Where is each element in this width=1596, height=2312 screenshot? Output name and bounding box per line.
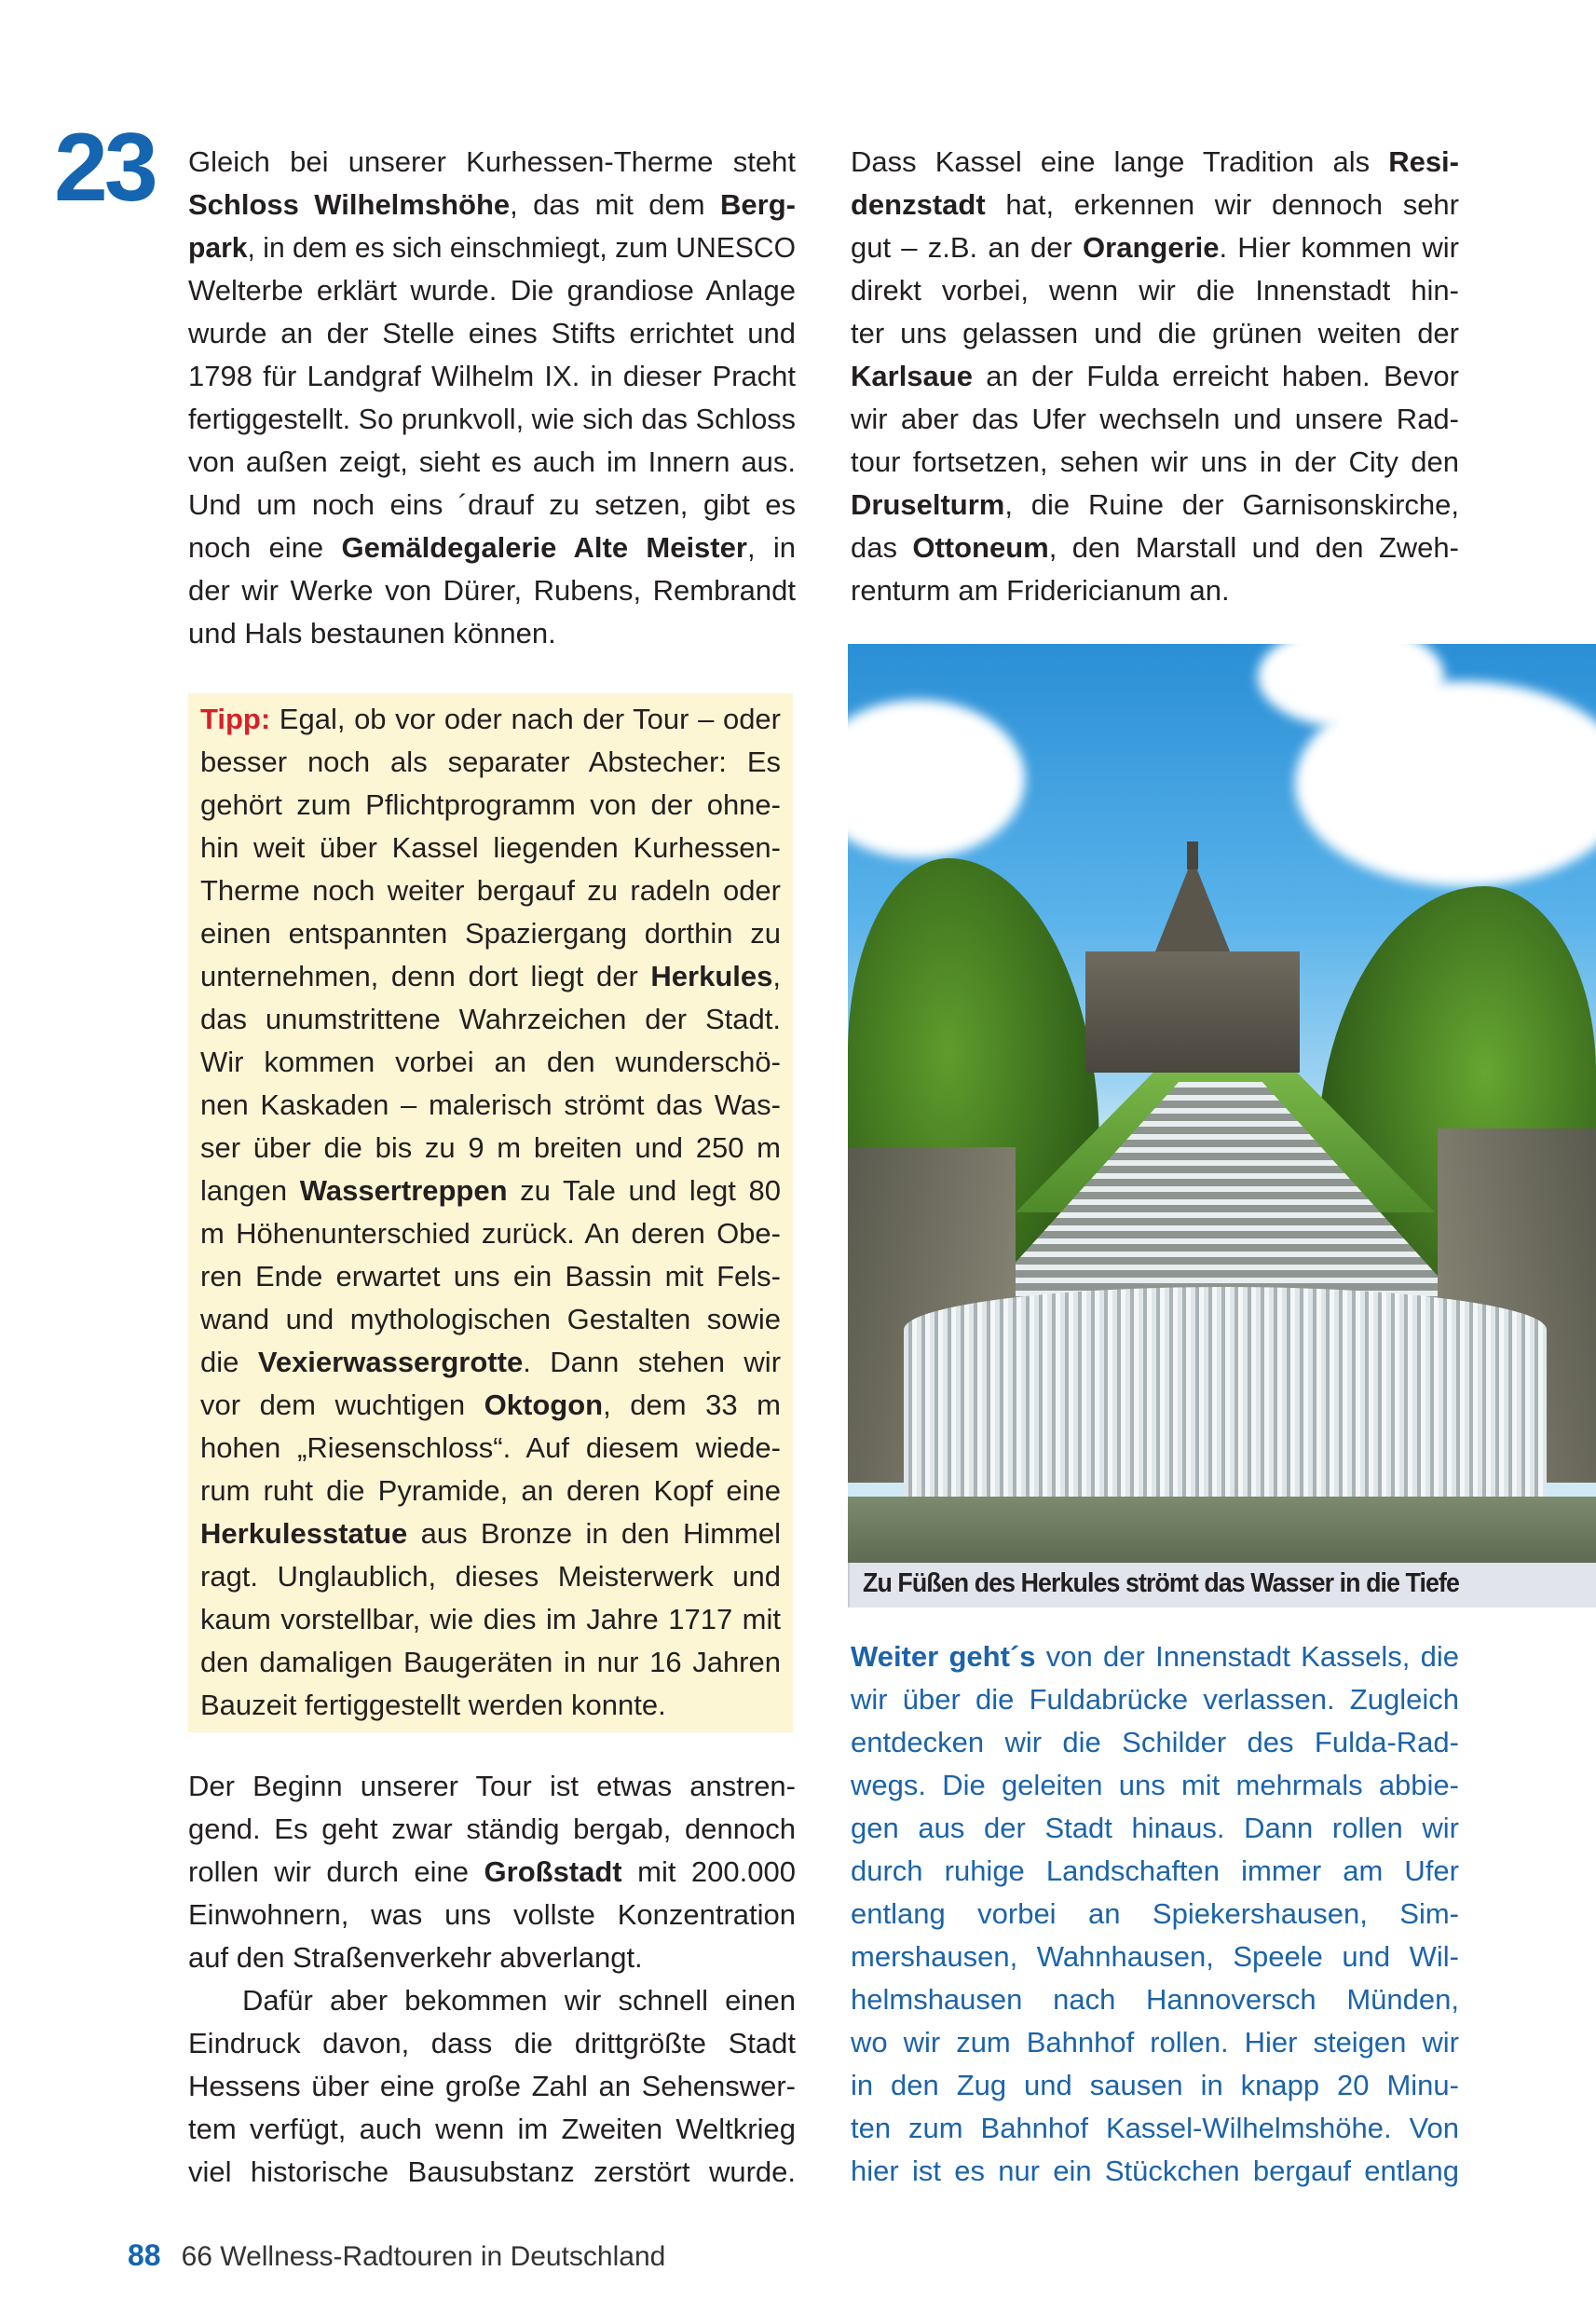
text-run: 1798 für Landgraf Wilhelm IX. in dieser Pracht <box>188 360 796 392</box>
text-run: . Hier kommen wir <box>1219 231 1459 264</box>
text-line <box>851 312 1459 355</box>
book-title: 66 Wellness-Radtouren in Deutschland <box>181 2241 666 2272</box>
text-run: hin weit über Kassel liegenden Kurhessen- <box>200 831 781 864</box>
text-run: wegs. Die geleiten uns mit mehrmals abbie- <box>851 1769 1459 1801</box>
text-run: hat, erkennen wir dennoch sehr <box>985 188 1459 221</box>
text-line <box>851 269 1459 312</box>
sights-paragraph <box>188 1979 796 2194</box>
text-line <box>188 612 796 655</box>
tip-label: Tipp: <box>200 703 271 735</box>
text-run: wir über die Fuldabrücke verlassen. Zugleich <box>851 1683 1459 1716</box>
text-line <box>188 1765 796 1808</box>
text-line <box>200 1084 781 1127</box>
text-run: durch ruhige Landschaften immer am Ufer <box>851 1854 1459 1887</box>
bold-term: Orangerie <box>1083 231 1220 264</box>
text-line <box>200 1170 781 1212</box>
text-run: Welterbe erklärt wurde. Die grandiose Anlage <box>188 274 796 307</box>
text-line <box>200 1598 781 1641</box>
text-line <box>851 1764 1459 1807</box>
text-run: ren Ende erwartet uns ein Bassin mit Fels- <box>200 1260 781 1293</box>
text-line <box>851 2150 1459 2193</box>
text-line <box>188 355 796 398</box>
bold-term: denzstadt <box>851 188 986 221</box>
text-line <box>851 141 1459 184</box>
text-line <box>200 827 781 869</box>
text-line <box>851 1721 1459 1764</box>
text-run: Eindruck davon, dass die drittgrößte Stadt <box>188 2027 796 2059</box>
text-run: das unumstrittene Wahrzeichen der Stadt. <box>200 1003 781 1035</box>
bold-term: Karlsaue <box>851 360 973 392</box>
text-line <box>851 398 1459 441</box>
text-run: tem verfügt, auch wenn im Zweiten Weltkrieg <box>188 2113 796 2145</box>
text-line <box>851 484 1459 527</box>
text-run: Egal, ob vor oder nach der Tour – oder <box>270 703 781 735</box>
text-line <box>851 1678 1459 1721</box>
text-run: mit 200.000 <box>621 1855 796 1888</box>
text-line <box>851 1635 1459 1678</box>
text-run: ser über die bis zu 9 m breiten und 250 m <box>200 1131 781 1164</box>
text-run: Therme noch weiter bergauf zu radeln oder <box>200 874 781 907</box>
text-run: direkt vorbei, wenn wir die Innenstadt hin- <box>851 274 1459 307</box>
text-run: mershausen, Wahnhausen, Speele und Wil- <box>851 1940 1459 1973</box>
text-line <box>851 1936 1459 1978</box>
text-line <box>188 527 796 569</box>
text-line <box>188 2108 796 2151</box>
text-line <box>200 955 781 998</box>
text-run: viel historische Bausubstanz zerstört wurde. <box>188 2155 796 2188</box>
text-line <box>188 2065 796 2108</box>
text-line <box>188 2022 796 2065</box>
page-footer <box>128 2237 665 2276</box>
cascade-waterfall <box>904 1287 1547 1501</box>
text-line <box>188 1979 796 2022</box>
text-run: langen <box>200 1174 300 1207</box>
text-run: von der Innenstadt Kassels, die <box>1035 1640 1459 1673</box>
text-line <box>200 1127 781 1170</box>
bold-term: Großstadt <box>484 1855 622 1888</box>
text-line <box>188 312 796 355</box>
text-run: besser noch als separater Abstecher: Es <box>200 746 781 778</box>
text-run: hohen „Riesenschloss“. Auf diesem wiede- <box>200 1431 781 1464</box>
text-run: , in dem es sich einschmiegt, zum UNESCO <box>247 231 796 264</box>
text-run: tour fortsetzen, sehen wir uns in der City den <box>851 445 1459 478</box>
text-run: Einwohnern, was uns vollste Konzentration <box>188 1898 796 1931</box>
text-run: die <box>200 1346 258 1378</box>
text-line <box>188 1808 796 1851</box>
text-run: nen Kaskaden – malerisch strömt das Was- <box>200 1088 781 1121</box>
text-run: , das mit dem <box>510 188 721 221</box>
text-line <box>200 1684 781 1727</box>
text-run: und Hals bestaunen können. <box>188 617 556 650</box>
text-run: Und um noch eins ´drauf zu setzen, gibt es <box>188 488 796 521</box>
text-line <box>200 1212 781 1255</box>
herkules-statue <box>1187 841 1198 869</box>
text-line <box>851 1850 1459 1893</box>
text-line <box>851 2107 1459 2150</box>
text-run: Der Beginn unserer Tour ist etwas anstren- <box>188 1770 796 1802</box>
text-line <box>188 2151 796 2194</box>
text-run: hier ist es nur ein Stückchen bergauf entlang <box>851 2155 1459 2187</box>
text-run: wo wir zum Bahnhof rollen. Hier steigen wir <box>851 2026 1459 2059</box>
chapter-number: 23 <box>54 114 155 222</box>
text-line <box>200 912 781 955</box>
text-line <box>851 1893 1459 1936</box>
text-run: entlang vorbei an Spiekershausen, Sim- <box>851 1897 1459 1930</box>
bold-term: Herkules <box>650 960 773 992</box>
text-run: gehört zum Pflichtprogramm von der ohne- <box>200 788 781 821</box>
text-run: wir aber das Ufer wechseln und unsere Rad- <box>851 403 1459 435</box>
text-line <box>188 184 796 226</box>
octagon-castle <box>1085 951 1300 1073</box>
text-run: auf den Straßenverkehr abverlangt. <box>188 1941 643 1974</box>
text-line <box>200 1255 781 1298</box>
text-line <box>851 527 1459 569</box>
text-line <box>188 141 796 184</box>
text-run: Bauzeit fertiggestellt werden konnte. <box>200 1689 666 1721</box>
text-line <box>200 1041 781 1084</box>
text-run: , in <box>746 531 796 564</box>
bold-term: Weiter geht´s <box>851 1640 1036 1673</box>
text-run: Dass Kassel eine lange Tradition als <box>851 145 1389 178</box>
text-line <box>200 1384 781 1427</box>
text-run: noch eine <box>188 531 342 564</box>
bold-term: Vexierwassergrotte <box>257 1346 524 1378</box>
text-run: ten zum Bahnhof Kassel-Wilhelmshöhe. Von <box>851 2112 1459 2144</box>
text-run: rum ruht die Pyramide, an deren Kopf eine <box>200 1474 781 1507</box>
text-run: fertiggestellt. So prunkvoll, wie sich das Schloss <box>188 403 796 435</box>
text-line <box>188 226 796 269</box>
text-line <box>851 441 1459 484</box>
bold-term: park <box>188 231 248 264</box>
text-line <box>188 569 796 612</box>
text-line <box>851 226 1459 269</box>
text-run: ter uns gelassen und die grünen weiten der <box>851 317 1459 349</box>
text-line <box>851 1978 1459 2021</box>
text-line <box>851 2064 1459 2107</box>
bold-term: Wassertreppen <box>299 1174 508 1207</box>
text-line <box>188 1936 796 1979</box>
text-line <box>200 1298 781 1341</box>
photo-caption <box>848 1563 1596 1607</box>
text-line <box>200 1512 781 1555</box>
text-line <box>188 484 796 527</box>
page-number: 88 <box>128 2238 161 2272</box>
bold-term: Ottoneum <box>912 531 1049 564</box>
text-run: , den Marstall und den Zweh- <box>1048 531 1459 564</box>
text-run: rollen wir durch eine <box>188 1855 484 1888</box>
text-run: einen entspannten Spaziergang dorthin zu <box>200 917 781 950</box>
cloud <box>848 700 1025 858</box>
text-run: der wir Werke von Dürer, Rubens, Rembrandt <box>188 574 796 607</box>
photo-caption-text: Zu Füßen des Herkules strömt das Wasser in die Tiefe <box>863 1568 1459 1598</box>
herkules-cascade-photo <box>848 644 1596 1563</box>
text-run: Hessens über eine große Zahl an Sehenswer- <box>188 2070 796 2102</box>
text-run: , <box>772 960 781 992</box>
text-line <box>200 698 781 741</box>
text-run: Wir kommen vorbei an den wunderschö- <box>200 1046 781 1078</box>
text-run: Gleich bei unserer Kurhessen-Therme steht <box>188 145 796 178</box>
text-run: , dem 33 m <box>603 1389 781 1421</box>
text-run: das <box>851 531 913 564</box>
bold-term: Gemäldegalerie Alte Meister <box>341 531 747 564</box>
text-line <box>200 869 781 912</box>
text-line <box>188 1894 796 1936</box>
text-line <box>200 1427 781 1470</box>
bold-term: Schloss Wilhelmshöhe <box>188 188 511 221</box>
text-run: unternehmen, denn dort liegt der <box>200 960 651 992</box>
pyramid <box>1155 858 1230 951</box>
text-run: aus Bronze in den Himmel <box>407 1517 781 1550</box>
text-line <box>188 398 796 441</box>
text-line <box>188 269 796 312</box>
bold-term: Berg- <box>720 188 796 221</box>
text-run: von außen zeigt, sieht es auch im Innern aus. <box>188 445 796 478</box>
text-line <box>200 998 781 1041</box>
text-line <box>200 741 781 784</box>
text-line <box>851 1807 1459 1850</box>
residenz-paragraph <box>851 141 1459 612</box>
text-run: helmshausen nach Hannoversch Münden, <box>851 1983 1459 2016</box>
text-run: Dafür aber bekommen wir schnell einen <box>242 1984 796 2017</box>
text-line <box>188 1851 796 1894</box>
text-line <box>188 441 796 484</box>
text-run: an der Fulda erreicht haben. Bevor <box>972 360 1459 392</box>
text-line <box>851 184 1459 226</box>
text-run: gut – z.B. an der <box>851 231 1084 264</box>
text-run: kaum vorstellbar, wie dies im Jahre 1717 mit <box>200 1603 781 1635</box>
text-run: renturm am Fridericianum an. <box>851 574 1230 607</box>
text-line <box>851 355 1459 398</box>
text-run: zu Tale und legt 80 <box>507 1174 781 1207</box>
text-run: vor dem wuchtigen <box>200 1389 484 1421</box>
text-line <box>851 2021 1459 2064</box>
text-line <box>200 1555 781 1598</box>
text-run: in den Zug und sausen in knapp 20 Minu- <box>851 2069 1459 2101</box>
intro-paragraph <box>188 141 796 655</box>
text-run: entdecken wir die Schilder des Fulda-Rad- <box>851 1726 1459 1758</box>
text-run: , die Ruine der Garnisonskirche, <box>1004 488 1459 521</box>
bold-term: Resi- <box>1388 145 1459 178</box>
text-run: ragt. Unglaublich, dieses Meisterwerk und <box>200 1560 781 1593</box>
text-line <box>851 569 1459 612</box>
pool <box>848 1497 1596 1563</box>
text-line <box>200 1341 781 1384</box>
text-run: gen aus der Stadt hinaus. Dann rollen wir <box>851 1812 1459 1844</box>
tip-paragraph <box>200 698 781 1727</box>
text-run: . Dann stehen wir <box>523 1346 782 1378</box>
text-line <box>200 1470 781 1512</box>
text-line <box>200 784 781 827</box>
text-run: wand und mythologischen Gestalten sowie <box>200 1303 781 1335</box>
bold-term: Herkulesstatue <box>200 1517 408 1550</box>
text-run: gend. Es geht zwar ständig bergab, dennoch <box>188 1813 796 1845</box>
route-paragraph <box>851 1635 1459 2193</box>
bold-term: Oktogon <box>484 1389 604 1421</box>
bold-term: Druselturm <box>851 488 1005 521</box>
tour-start-paragraph <box>188 1765 796 1979</box>
text-run: wurde an der Stelle eines Stifts errichtet und <box>188 317 796 349</box>
text-run: den damaligen Baugeräten in nur 16 Jahren <box>200 1646 781 1678</box>
text-run: m Höhenunterschied zurück. An deren Obe- <box>200 1217 781 1250</box>
text-line <box>200 1641 781 1684</box>
